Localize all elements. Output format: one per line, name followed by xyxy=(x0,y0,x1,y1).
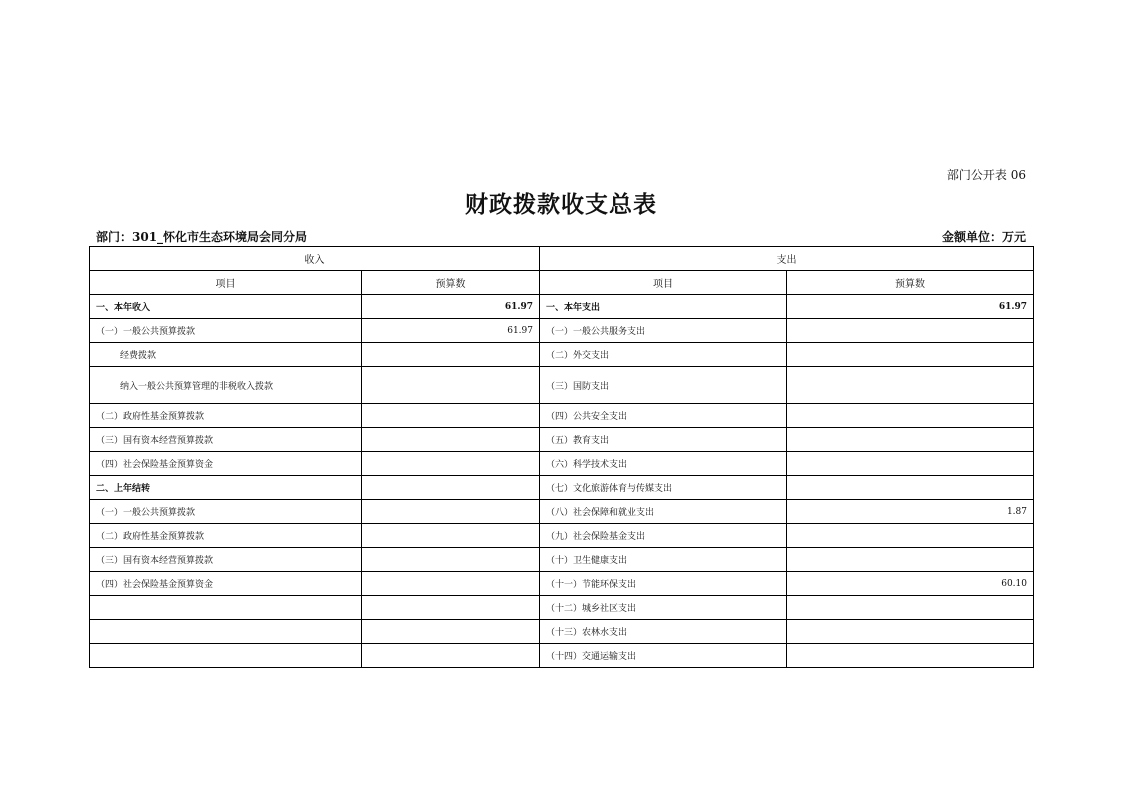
income-item-cell: （三）国有资本经营预算拨款 xyxy=(90,548,362,572)
expense-item-cell: （十四）交通运输支出 xyxy=(540,644,787,668)
expense-item-cell: （六）科学技术支出 xyxy=(540,452,787,476)
table-row xyxy=(90,644,1034,668)
expense-value-cell xyxy=(787,620,1034,644)
table-row xyxy=(90,500,1034,524)
expense-value-cell xyxy=(787,524,1034,548)
expense-item-cell: （七）文化旅游体育与传媒支出 xyxy=(540,476,787,500)
expense-section-header: 支出 xyxy=(540,247,1034,271)
table-row xyxy=(90,596,1034,620)
income-item-cell: 一、本年收入 xyxy=(90,295,362,319)
expense-item-cell: （八）社会保障和就业支出 xyxy=(540,500,787,524)
table-column-header-row xyxy=(90,271,1034,295)
expense-item-cell: （十二）城乡社区支出 xyxy=(540,596,787,620)
expense-item-cell: （一）一般公共服务支出 xyxy=(540,319,787,343)
income-value-cell xyxy=(362,524,540,548)
income-value-cell xyxy=(362,404,540,428)
income-value-cell xyxy=(362,428,540,452)
income-value-cell xyxy=(362,596,540,620)
income-item-column-header: 项目 xyxy=(90,271,362,295)
expense-item-cell: （四）公共安全支出 xyxy=(540,404,787,428)
income-budget-column-header: 预算数 xyxy=(362,271,540,295)
table-row xyxy=(90,319,1034,343)
income-value-cell xyxy=(362,548,540,572)
income-item-cell: （四）社会保险基金预算资金 xyxy=(90,452,362,476)
income-value-cell xyxy=(362,452,540,476)
expense-value-cell: 61.97 xyxy=(787,295,1034,319)
income-item-cell: （三）国有资本经营预算拨款 xyxy=(90,428,362,452)
income-value-cell xyxy=(362,500,540,524)
expense-value-cell xyxy=(787,476,1034,500)
table-row xyxy=(90,295,1034,319)
income-item-cell xyxy=(90,620,362,644)
income-item-cell: 经费拨款 xyxy=(90,343,362,367)
expense-value-cell: 60.10 xyxy=(787,572,1034,596)
table-row xyxy=(90,404,1034,428)
expense-value-cell xyxy=(787,596,1034,620)
table-section-header-row xyxy=(90,247,1034,271)
expense-value-cell: 1.87 xyxy=(787,500,1034,524)
income-section-header: 收入 xyxy=(90,247,540,271)
income-item-cell: （一）一般公共预算拨款 xyxy=(90,319,362,343)
department-label: 部门：301_怀化市生态环境局会同分局 xyxy=(96,230,308,244)
expense-item-cell: （五）教育支出 xyxy=(540,428,787,452)
expense-value-cell xyxy=(787,319,1034,343)
table-row xyxy=(90,452,1034,476)
income-value-cell xyxy=(362,476,540,500)
page-title: 财政拨款收支总表 xyxy=(465,191,657,218)
expense-value-cell xyxy=(787,343,1034,367)
expense-item-cell: （九）社会保险基金支出 xyxy=(540,524,787,548)
table-row xyxy=(90,476,1034,500)
table-row xyxy=(90,428,1034,452)
table-row xyxy=(90,367,1034,404)
expense-value-cell xyxy=(787,367,1034,404)
income-item-cell: （四）社会保险基金预算资金 xyxy=(90,572,362,596)
income-item-cell: 二、上年结转 xyxy=(90,476,362,500)
income-item-cell xyxy=(90,644,362,668)
budget-summary-table xyxy=(89,246,1034,668)
table-row xyxy=(90,572,1034,596)
expense-budget-column-header: 预算数 xyxy=(787,271,1034,295)
form-number: 部门公开表 06 xyxy=(946,168,1026,182)
income-value-cell xyxy=(362,572,540,596)
expense-item-cell: （十）卫生健康支出 xyxy=(540,548,787,572)
income-value-cell xyxy=(362,343,540,367)
expense-item-cell: （十三）农林水支出 xyxy=(540,620,787,644)
expense-value-cell xyxy=(787,548,1034,572)
table-row xyxy=(90,620,1034,644)
income-value-cell: 61.97 xyxy=(362,295,540,319)
income-item-cell: 纳入一般公共预算管理的非税收入拨款 xyxy=(90,367,362,404)
expense-item-cell: 一、本年支出 xyxy=(540,295,787,319)
table-row xyxy=(90,548,1034,572)
income-item-cell xyxy=(90,596,362,620)
expense-item-cell: （三）国防支出 xyxy=(540,367,787,404)
income-value-cell: 61.97 xyxy=(362,319,540,343)
income-item-cell: （二）政府性基金预算拨款 xyxy=(90,524,362,548)
expense-value-cell xyxy=(787,428,1034,452)
expense-value-cell xyxy=(787,404,1034,428)
expense-value-cell xyxy=(787,452,1034,476)
table-row xyxy=(90,343,1034,367)
table-row xyxy=(90,524,1034,548)
currency-unit-label: 金额单位：万元 xyxy=(941,230,1026,244)
expense-item-column-header: 项目 xyxy=(540,271,787,295)
income-value-cell xyxy=(362,620,540,644)
income-item-cell: （一）一般公共预算拨款 xyxy=(90,500,362,524)
expense-value-cell xyxy=(787,644,1034,668)
income-value-cell xyxy=(362,367,540,404)
income-value-cell xyxy=(362,644,540,668)
expense-item-cell: （十一）节能环保支出 xyxy=(540,572,787,596)
income-item-cell: （二）政府性基金预算拨款 xyxy=(90,404,362,428)
expense-item-cell: （二）外交支出 xyxy=(540,343,787,367)
